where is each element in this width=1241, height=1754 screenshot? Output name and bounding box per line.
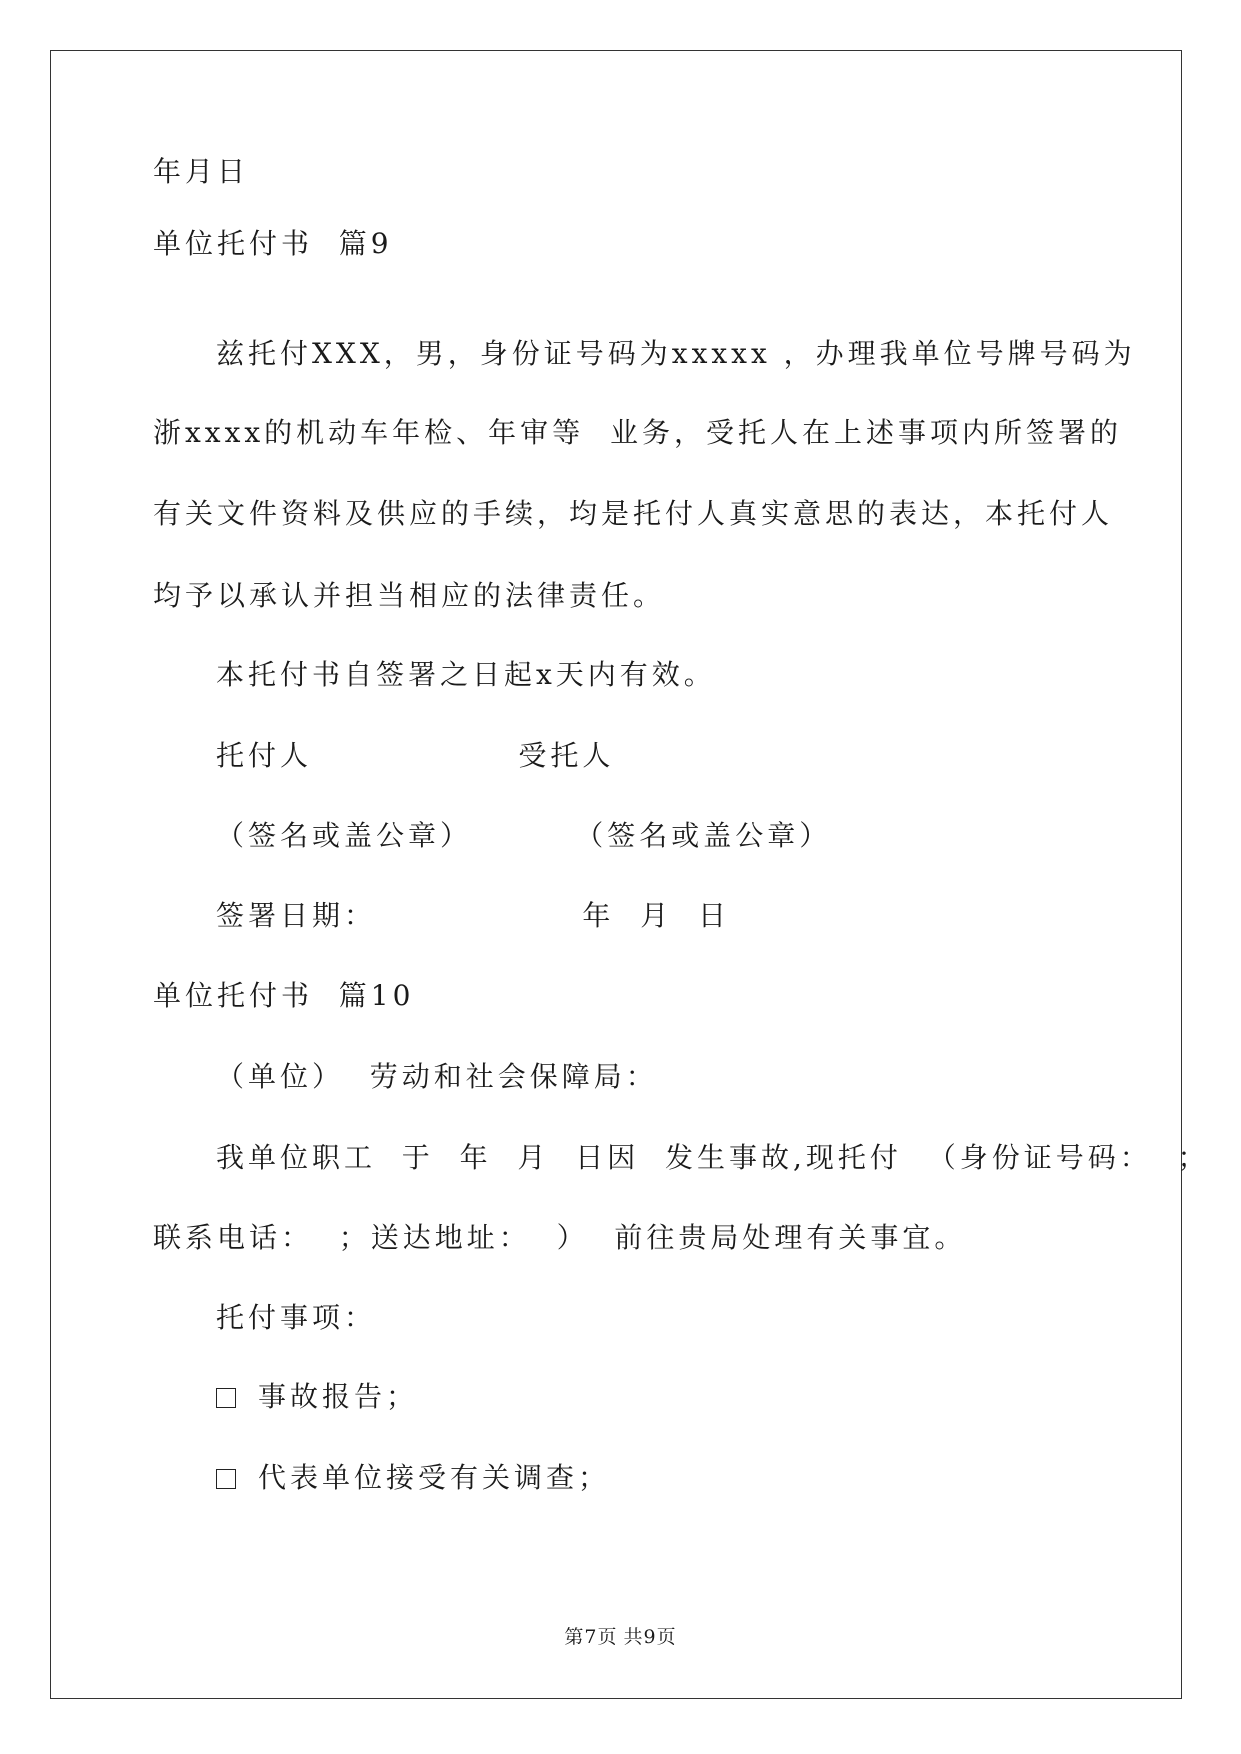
paragraph-line: 均予以承认并担当相应的法律责任。 — [153, 579, 666, 612]
checkbox-icon — [216, 1469, 236, 1489]
checklist-item-label: 事故报告； — [258, 1380, 419, 1413]
addressee-line: （单位） 劳动和社会保障局： — [216, 1060, 658, 1093]
page-border — [50, 50, 1182, 1699]
parties-line: 托付人 受托人 — [216, 739, 615, 772]
checklist-item — [216, 1379, 418, 1415]
total-pages: 共9页 — [623, 1626, 677, 1648]
checklist-item — [216, 1460, 610, 1496]
paragraph-line: 有关文件资料及供应的手续，均是托付人真实意思的表达，本托付人 — [153, 497, 1114, 530]
section-heading-9: 单位托付书 篇9 — [153, 227, 393, 260]
paragraph-line: 浙xxxx的机动车年检、年审等 业务，受托人在上述事项内所签署的 — [153, 416, 1122, 449]
checkbox-icon — [216, 1388, 236, 1408]
page-footer — [0, 1622, 1241, 1649]
items-label: 托付事项： — [216, 1301, 377, 1334]
section-heading-10: 单位托付书 篇10 — [153, 979, 415, 1012]
checklist-item-label: 代表单位接受有关调查； — [258, 1461, 611, 1494]
validity-line: 本托付书自签署之日起x天内有效。 — [216, 658, 716, 691]
date-line: 年月日 — [153, 155, 250, 188]
sign-date-line: 签署日期： 年 月 日 — [216, 899, 731, 932]
signature-line: （签名或盖公章） （签名或盖公章） — [216, 819, 832, 852]
paragraph-line: 联系电话： ；送达地址： ） 前往贵局处理有关事宜。 — [153, 1221, 967, 1254]
paragraph-line: 我单位职工 于 年 月 日因 发生事故,现托付 （身份证号码： ； — [216, 1141, 1210, 1174]
current-page: 第7页 — [564, 1626, 618, 1648]
paragraph-line: 兹托付XXX，男，身份证号码为xxxxx ，办理我单位号牌号码为 — [216, 337, 1136, 370]
